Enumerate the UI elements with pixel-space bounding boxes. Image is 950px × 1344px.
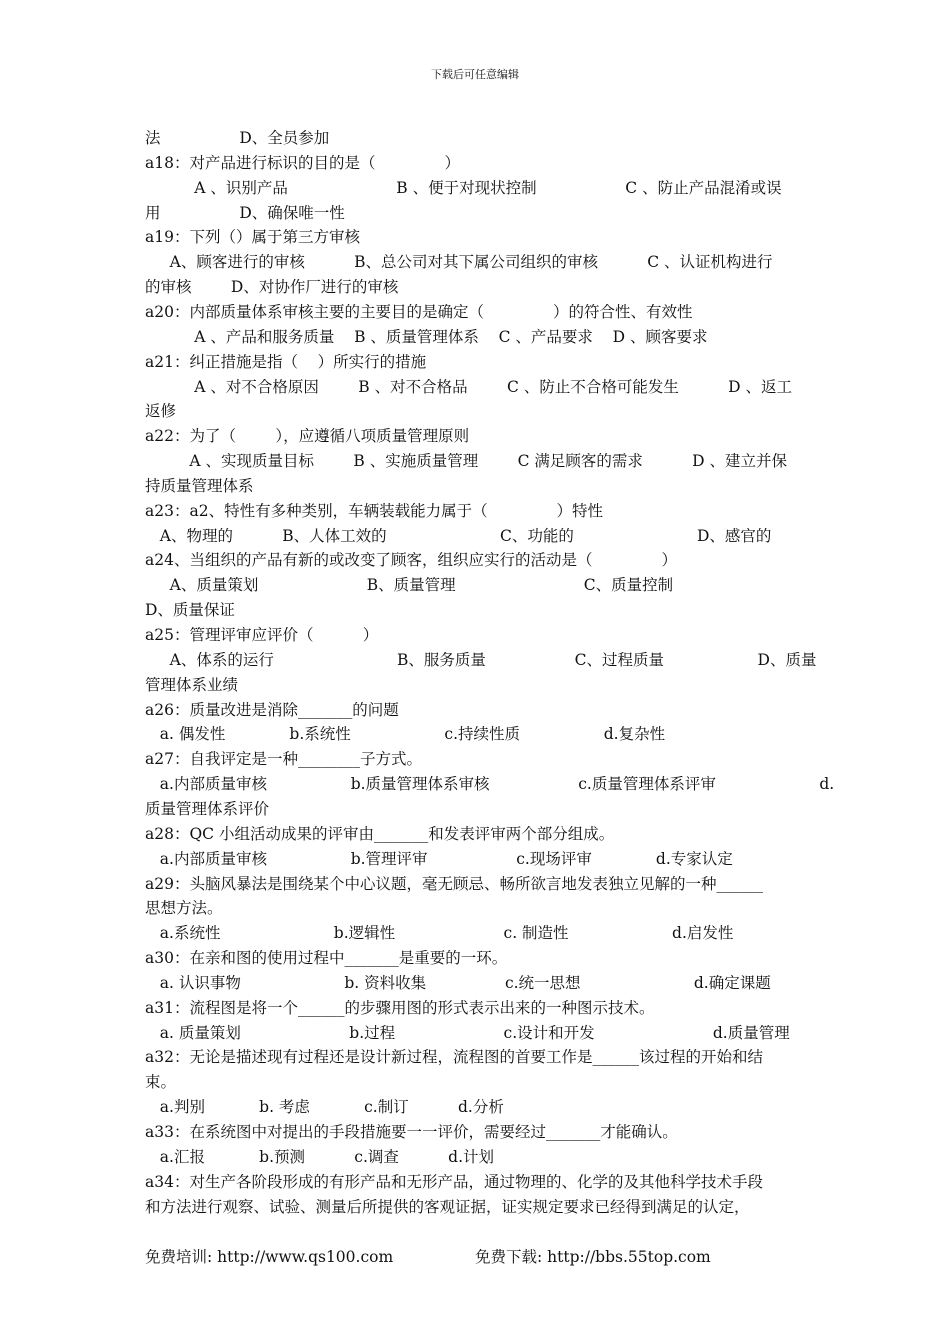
text-line: a.内部质量审核 b.质量管理体系审核 c.质量管理体系评审 d.: [145, 775, 835, 794]
text-line: a21：纠正措施是指（ ）所实行的措施: [145, 352, 427, 371]
text-line: a25：管理评审应评价（ ）: [145, 626, 379, 644]
text-line: 束。: [145, 1073, 177, 1092]
text-line: 和方法进行观察、试验、测量后所提供的客观证据，证实规定要求已经得到满足的认定，: [145, 1197, 750, 1216]
text-line: a19：下列（）属于第三方审核: [145, 228, 360, 247]
text-line: A、质量策划 B、质量管理 C、质量控制: [145, 576, 674, 595]
text-line: 思想方法。: [145, 899, 223, 918]
footer-training-link: 免费培训: http://www.qs100.com: [145, 1248, 394, 1266]
text-line: A 、对不合格原因 B 、对不合格品 C 、防止不合格可能发生 D 、返工: [145, 377, 792, 396]
text-line: A 、产品和服务质量 B 、质量管理体系 C 、产品要求 D 、顾客要求: [145, 327, 708, 346]
text-line: a.判别 b. 考虑 c.制订 d.分析: [145, 1098, 504, 1117]
text-line: 法 D、全员参加: [145, 129, 330, 147]
text-line: a32：无论是描述现有过程还是设计新过程，流程图的首要工作是______该过程的开始和结: [145, 1048, 763, 1067]
text-line: a34：对生产各阶段形成的有形产品和无形产品，通过物理的、化学的及其他科学技术手段: [145, 1172, 763, 1191]
text-line: a23：a2、特性有多种类别，车辆装载能力属于（ ）特性: [145, 501, 604, 520]
text-line: a. 偶发性 b.系统性 c.持续性质 d.复杂性: [145, 725, 666, 744]
text-line: a24、当组织的产品有新的或改变了顾客，组织应实行的活动是（ ）: [145, 551, 677, 570]
text-line: a. 认识事物 b. 资料收集 c.统一思想 d.确定课题: [145, 973, 771, 992]
page-header: 下载后可任意编辑: [431, 68, 519, 81]
text-line: a33：在系统图中对提出的手段措施要一一评价，需要经过_______才能确认。: [145, 1123, 678, 1141]
text-line: 持质量管理体系: [145, 476, 254, 495]
text-line: 管理体系业绩: [145, 675, 239, 694]
text-line: a.系统性 b.逻辑性 c. 制造性 d.启发性: [145, 924, 734, 943]
text-line: A、物理的 B、人体工效的 C、功能的 D、感官的: [145, 526, 772, 545]
text-line: 质量管理体系评价: [145, 799, 270, 818]
text-line: 用 D、确保唯一性: [145, 203, 345, 222]
text-line: A 、识别产品 B 、便于对现状控制 C 、防止产品混淆或误: [145, 178, 782, 197]
text-line: a28：QC 小组活动成果的评审由_______和发表评审两个部分组成。: [145, 824, 615, 843]
text-line: a.内部质量审核 b.管理评审 c.现场评审 d.专家认定: [145, 849, 733, 868]
text-line: a18：对产品进行标识的目的是（ ）: [145, 153, 460, 172]
text-line: a26：质量改进是消除_______的问题: [145, 700, 399, 719]
text-line: a22：为了（ ），应遵循八项质量管理原则: [145, 427, 470, 446]
text-line: a31：流程图是将一个______的步骤用图的形式表示出来的一种图示技术。: [145, 998, 655, 1017]
text-line: D、质量保证: [145, 601, 235, 620]
text-line: a.汇报 b.预测 c.调查 d.计划: [145, 1147, 494, 1166]
text-line: a. 质量策划 b.过程 c.设计和开发 d.质量管理: [145, 1023, 790, 1042]
text-line: a29：头脑风暴法是围绕某个中心议题，毫无顾忌、畅所欲言地发表独立见解的一种______: [145, 874, 763, 893]
text-line: a30：在亲和图的使用过程中_______是重要的一环。: [145, 949, 508, 968]
text-line: 返修: [145, 402, 177, 421]
text-line: a27：自我评定是一种________子方式。: [145, 750, 422, 769]
text-line: a20：内部质量体系审核主要的主要目的是确定（ ）的符合性、有效性: [145, 302, 693, 321]
text-line: A、顾客进行的审核 B、总公司对其下属公司组织的审核 C 、认证机构进行: [145, 253, 773, 272]
footer-download-link: 免费下载: http://bbs.55top.com: [475, 1248, 711, 1266]
text-line: 的审核 D、对协作厂进行的审核: [145, 278, 399, 297]
text-line: A 、实现质量目标 B 、实施质量管理 C 满足顾客的需求 D 、建立并保: [145, 452, 788, 471]
text-line: A、体系的运行 B、服务质量 C、过程质量 D、质量: [145, 650, 817, 669]
